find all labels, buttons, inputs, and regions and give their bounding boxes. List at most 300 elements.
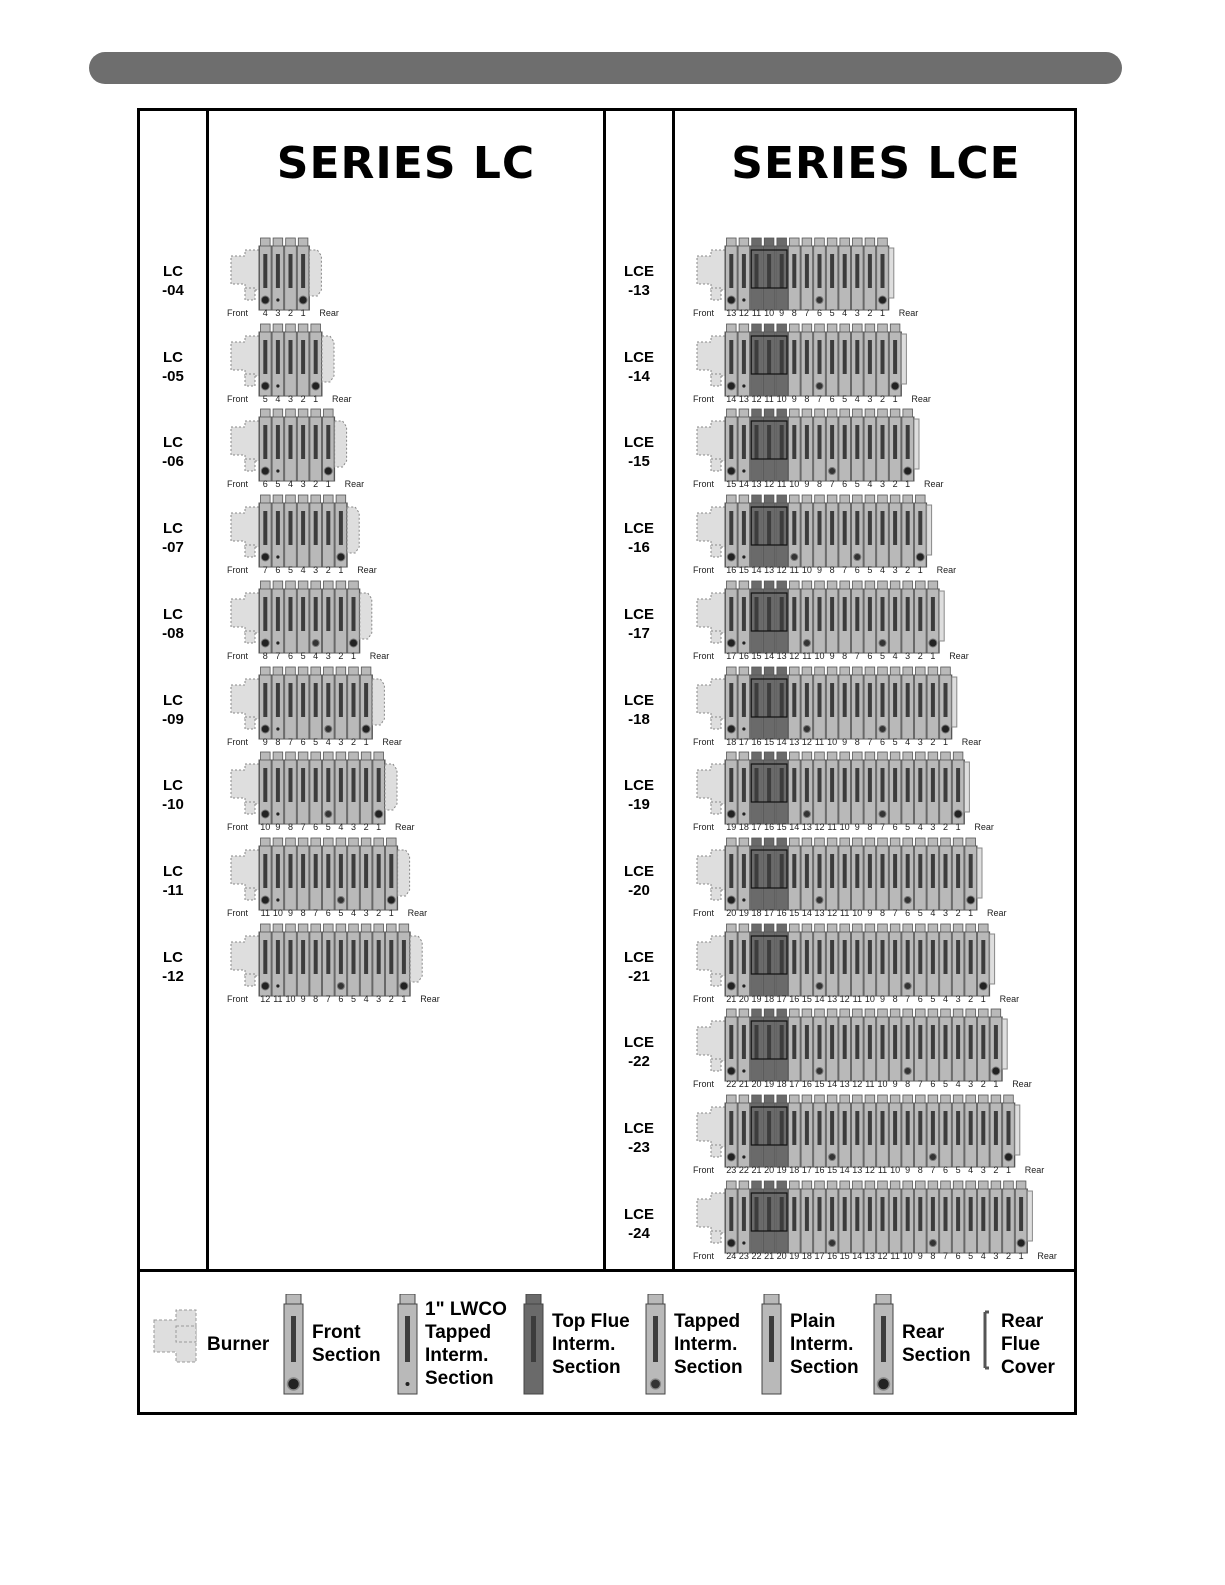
top-flue-section	[776, 495, 788, 567]
burner-stem	[711, 974, 721, 986]
front-label: Front	[227, 393, 249, 404]
section-number: 7	[287, 736, 294, 747]
section-number: 20	[726, 907, 737, 918]
burner-svg	[153, 1308, 199, 1370]
section-number: 2	[867, 308, 873, 318]
rear-section	[398, 924, 410, 996]
intermediate-section	[297, 752, 309, 824]
burner-icon	[697, 1107, 725, 1147]
intermediate-section	[889, 752, 901, 824]
boiler-diagram	[229, 924, 430, 1000]
section-number: 9	[816, 565, 823, 576]
rear-section	[360, 667, 372, 739]
boiler-diagram	[695, 924, 1010, 1000]
intermediate-section	[839, 1095, 851, 1167]
rear-section	[952, 752, 964, 824]
front-section	[726, 1009, 738, 1081]
boiler-svg	[229, 752, 405, 828]
burner-icon	[231, 764, 259, 804]
front-label: Front	[693, 308, 715, 318]
section-number: 5	[262, 393, 268, 404]
burner-icon	[697, 936, 725, 976]
intermediate-section	[323, 924, 335, 996]
burner-icon	[231, 679, 259, 719]
rear-flue-cover	[372, 679, 384, 725]
intermediate-section	[864, 238, 876, 310]
section-number: 6	[829, 393, 835, 404]
top-flue-section	[776, 924, 788, 996]
burner-icon	[697, 250, 725, 290]
intermediate-section	[310, 581, 322, 653]
section-number: 3	[275, 308, 281, 318]
front-label: Front	[693, 1250, 715, 1261]
intermediate-section	[738, 838, 750, 910]
intermediate-section	[864, 667, 876, 739]
intermediate-section	[801, 1181, 813, 1253]
section-number: 2	[300, 393, 306, 404]
rear-flue-cover	[309, 250, 321, 296]
rear-section	[297, 238, 309, 310]
intermediate-section	[839, 581, 851, 653]
intermediate-section	[348, 752, 360, 824]
intermediate-section	[877, 752, 889, 824]
intermediate-section	[927, 838, 939, 910]
section-number: 12	[852, 1079, 863, 1090]
intermediate-section	[310, 924, 322, 996]
intermediate-section	[789, 838, 801, 910]
section-number: 4	[867, 479, 873, 490]
section-number: 17	[751, 822, 762, 833]
intermediate-section	[902, 495, 914, 567]
intermediate-section	[852, 238, 864, 310]
rear-section	[940, 667, 952, 739]
burner-stem	[245, 888, 255, 900]
intermediate-section	[297, 495, 309, 567]
section-number: 8	[275, 736, 281, 747]
intermediate-section	[285, 495, 297, 567]
section-number: 12	[751, 393, 762, 404]
section-number: 8	[262, 650, 268, 661]
section-number: 11	[852, 993, 862, 1004]
section-number: 22	[726, 1079, 737, 1090]
burner-stem	[711, 288, 721, 300]
front-label: Front	[227, 822, 249, 833]
model-label: LCE -17	[624, 605, 654, 642]
section-number: 11	[751, 308, 762, 318]
intermediate-section	[826, 495, 838, 567]
rear-flue-cover-svg	[983, 1310, 993, 1370]
section-number: 12	[864, 1165, 875, 1175]
burner-icon	[153, 1308, 199, 1375]
intermediate-section	[864, 324, 876, 396]
top-flue-section	[776, 752, 788, 824]
front-section	[260, 838, 272, 910]
top-flue-svg	[523, 1294, 545, 1396]
section-number: 2	[1005, 1250, 1012, 1261]
section-number: 11	[260, 907, 270, 918]
front-section	[726, 752, 738, 824]
section-number: 6	[955, 1250, 961, 1261]
section-number: 5	[942, 1079, 949, 1090]
section-number: 19	[764, 1079, 775, 1090]
section-number: 6	[854, 565, 860, 576]
intermediate-section	[310, 752, 322, 824]
top-flue-section	[776, 1009, 788, 1081]
intermediate-section	[877, 924, 889, 996]
section-number: 20	[751, 1079, 762, 1090]
intermediate-section	[826, 238, 838, 310]
rear-label: Rear	[1024, 1165, 1045, 1175]
intermediate-section	[852, 495, 864, 567]
top-flue-section	[751, 752, 763, 824]
intermediate-section	[889, 1095, 901, 1167]
boiler-diagram	[229, 409, 355, 485]
rear-label: Rear	[1037, 1250, 1057, 1261]
intermediate-section	[360, 752, 372, 824]
rear-flue-cover	[322, 336, 334, 382]
section-number: 12	[764, 479, 775, 490]
intermediate-section	[902, 1095, 914, 1167]
rear-label: Rear	[911, 393, 931, 404]
section-number: 11	[840, 907, 850, 918]
intermediate-section	[323, 838, 335, 910]
legend-rear-section-label: Rear Section	[902, 1322, 971, 1366]
intermediate-section	[1003, 1181, 1015, 1253]
section-number: 13	[801, 822, 812, 833]
section-number: 11	[814, 736, 825, 747]
rear-label: Rear	[949, 650, 969, 661]
intermediate-section	[297, 667, 309, 739]
intermediate-section	[852, 409, 864, 481]
boiler-diagram	[695, 409, 934, 485]
section-number: 5	[275, 479, 281, 490]
intermediate-section	[738, 495, 750, 567]
section-number: 3	[287, 393, 294, 404]
burner-icon	[697, 850, 725, 890]
intermediate-section	[738, 409, 750, 481]
legend-burner-label: Burner	[207, 1334, 270, 1355]
plain-svg	[761, 1294, 783, 1396]
burner-icon	[697, 421, 725, 461]
section-number: 8	[313, 993, 319, 1004]
legend-rear-flue-cover-label: Rear Flue Cover	[1001, 1311, 1055, 1378]
section-number: 1	[930, 650, 936, 661]
top-flue-section	[763, 752, 775, 824]
intermediate-section	[952, 1181, 964, 1253]
front-label: Front	[693, 565, 715, 576]
intermediate-section	[272, 667, 284, 739]
intermediate-section	[839, 838, 851, 910]
intermediate-section	[789, 1095, 801, 1167]
boiler-diagram	[695, 238, 909, 314]
rear-label: Rear	[407, 907, 428, 918]
front-section	[726, 495, 738, 567]
section-number: 9	[917, 1250, 923, 1261]
section-number: 12	[776, 565, 787, 576]
section-number: 10	[272, 907, 283, 918]
intermediate-section	[915, 581, 927, 653]
intermediate-section	[297, 324, 309, 396]
section-number: 10	[789, 479, 800, 490]
intermediate-section	[839, 1009, 851, 1081]
top-flue-section	[763, 1095, 775, 1167]
intermediate-section	[826, 667, 838, 739]
intermediate-section	[952, 838, 964, 910]
intermediate-section	[826, 1095, 838, 1167]
section-number: 16	[751, 736, 762, 747]
front-label: Front	[693, 650, 715, 661]
section-number: 2	[388, 993, 394, 1004]
intermediate-section	[386, 924, 398, 996]
section-number: 5	[325, 822, 331, 833]
section-number: 4	[363, 993, 369, 1004]
model-label: LC -06	[162, 434, 184, 471]
intermediate-section	[864, 1009, 876, 1081]
section-number: 9	[804, 479, 810, 490]
section-number: 9	[905, 1165, 911, 1175]
intermediate-section	[889, 924, 901, 996]
section-number: 11	[764, 393, 774, 404]
section-number: 5	[842, 393, 848, 404]
intermediate-section	[965, 1009, 977, 1081]
intermediate-section	[915, 1181, 927, 1253]
top-flue-section	[776, 838, 788, 910]
top-flue-section	[751, 1009, 763, 1081]
intermediate-section	[801, 838, 813, 910]
section-number: 16	[801, 1079, 812, 1090]
section-number: 4	[942, 993, 949, 1004]
boiler-svg	[695, 924, 1010, 1000]
section-number: 4	[930, 907, 936, 918]
section-number: 13	[852, 1165, 863, 1175]
front-section	[726, 581, 738, 653]
rear-flue-cover	[901, 334, 906, 384]
front-section	[726, 324, 738, 396]
section-number: 21	[751, 1165, 762, 1175]
front-section	[260, 238, 272, 310]
boiler-diagram	[229, 667, 392, 743]
intermediate-section	[814, 581, 826, 653]
intermediate-section	[738, 667, 750, 739]
intermediate-section	[285, 581, 297, 653]
burner-icon	[697, 1193, 725, 1233]
section-number: 6	[338, 993, 344, 1004]
intermediate-section	[323, 752, 335, 824]
section-number: 1	[300, 308, 306, 318]
rear-flue-cover	[889, 248, 894, 298]
boiler-diagram	[229, 238, 329, 314]
rear-flue-cover	[927, 505, 932, 555]
section-number: 6	[816, 308, 823, 318]
top-flue-section	[763, 238, 775, 310]
boiler-svg	[229, 409, 355, 485]
section-number: 3	[993, 1250, 999, 1261]
intermediate-section	[826, 1009, 838, 1081]
section-number: 1	[388, 907, 394, 918]
section-number: 5	[854, 479, 860, 490]
front-section	[260, 409, 272, 481]
rear-section	[978, 924, 990, 996]
burner-stem	[711, 545, 721, 557]
section-number: 3	[854, 308, 860, 318]
intermediate-section	[826, 924, 838, 996]
section-number: 11	[865, 1079, 875, 1090]
section-number: 9	[791, 393, 797, 404]
intermediate-section	[348, 838, 360, 910]
rear-label: Rear	[382, 736, 402, 747]
section-number: 14	[801, 907, 812, 918]
intermediate-section	[952, 924, 964, 996]
rear-flue-cover	[360, 593, 372, 639]
section-number: 6	[287, 650, 294, 661]
section-number: 18	[776, 1079, 787, 1090]
rear-section	[1003, 1095, 1015, 1167]
intermediate-section	[864, 752, 876, 824]
intermediate-section	[323, 581, 335, 653]
intermediate-section	[285, 752, 297, 824]
boiler-svg	[695, 838, 997, 914]
intermediate-section	[826, 752, 838, 824]
boiler-diagram	[695, 1009, 1022, 1085]
section-number: 3	[313, 565, 319, 576]
intermediate-section	[839, 324, 851, 396]
boiler-diagram	[229, 838, 418, 914]
section-number: 5	[917, 907, 923, 918]
intermediate-section	[335, 667, 347, 739]
rear-label: Rear	[924, 479, 944, 490]
section-number: 2	[287, 308, 294, 318]
section-number: 6	[300, 736, 306, 747]
burner-stem	[711, 374, 721, 386]
boiler-body	[725, 846, 977, 910]
intermediate-section	[915, 1095, 927, 1167]
burner-stem	[711, 1231, 721, 1243]
boiler-svg	[229, 667, 392, 743]
top-flue-section-icon	[523, 1294, 545, 1401]
series-lc-title: SERIES LC	[276, 138, 536, 189]
section-number: 14	[852, 1250, 863, 1261]
section-number: 19	[738, 907, 749, 918]
intermediate-section	[915, 667, 927, 739]
intermediate-section	[738, 581, 750, 653]
section-number: 16	[764, 822, 775, 833]
front-section	[726, 667, 738, 739]
section-number: 17	[764, 907, 775, 918]
intermediate-section	[965, 924, 977, 996]
intermediate-section	[852, 581, 864, 653]
intermediate-section	[814, 838, 826, 910]
section-number: 14	[827, 1079, 838, 1090]
intermediate-section	[839, 238, 851, 310]
model-label: LC -07	[162, 520, 184, 557]
boiler-diagram	[695, 324, 921, 400]
intermediate-section	[789, 324, 801, 396]
boiler-svg	[695, 409, 934, 485]
section-number: 4	[854, 393, 860, 404]
top-flue-section	[751, 1095, 763, 1167]
section-number: 7	[325, 993, 331, 1004]
intermediate-section	[990, 1181, 1002, 1253]
front-label: Front	[693, 822, 715, 833]
intermediate-section	[940, 838, 952, 910]
intermediate-section	[373, 924, 385, 996]
section-number: 9	[779, 308, 785, 318]
section-number: 8	[930, 1250, 936, 1261]
front-section	[260, 581, 272, 653]
intermediate-section	[902, 1181, 914, 1253]
intermediate-section	[789, 581, 801, 653]
section-number: 8	[842, 650, 848, 661]
intermediate-section	[940, 1095, 952, 1167]
section-number: 2	[892, 479, 898, 490]
section-number: 7	[854, 650, 860, 661]
front-section	[726, 838, 738, 910]
boiler-svg	[695, 1009, 1022, 1085]
section-number: 4	[350, 907, 357, 918]
section-number: 7	[300, 822, 306, 833]
model-label: LC -12	[162, 948, 184, 985]
section-number: 14	[776, 736, 787, 747]
section-number: 10	[839, 822, 850, 833]
intermediate-section	[852, 324, 864, 396]
front-section	[726, 924, 738, 996]
section-number: 4	[275, 393, 281, 404]
burner-stem	[711, 802, 721, 814]
section-number: 16	[738, 650, 749, 661]
section-number: 9	[842, 736, 848, 747]
section-number: 1	[892, 393, 898, 404]
intermediate-section	[826, 838, 838, 910]
section-number: 1	[1018, 1250, 1024, 1261]
intermediate-section	[801, 324, 813, 396]
section-number: 7	[816, 393, 823, 404]
rear-label: Rear	[974, 822, 994, 833]
section-number: 1	[376, 822, 382, 833]
front-section	[726, 409, 738, 481]
section-number: 11	[890, 1250, 900, 1261]
intermediate-section	[738, 924, 750, 996]
section-number: 1	[968, 907, 974, 918]
section-number: 7	[905, 993, 911, 1004]
section-number: 17	[789, 1079, 800, 1090]
burner-icon	[231, 593, 259, 633]
section-number: 15	[764, 736, 775, 747]
rear-section	[348, 581, 360, 653]
burner-icon	[697, 764, 725, 804]
intermediate-section	[927, 924, 939, 996]
intermediate-section	[864, 495, 876, 567]
intermediate-section	[940, 1009, 952, 1081]
burner-icon	[231, 421, 259, 461]
boiler-diagram	[695, 495, 947, 571]
rear-flue-cover	[990, 934, 995, 984]
section-number: 11	[877, 1165, 888, 1175]
section-number: 5	[892, 736, 898, 747]
section-number: 4	[892, 650, 898, 661]
lwco-svg	[397, 1294, 419, 1396]
section-number: 7	[879, 822, 886, 833]
section-number: 8	[300, 907, 306, 918]
section-number: 17	[738, 736, 749, 747]
top-flue-section	[763, 409, 775, 481]
section-number: 14	[764, 650, 775, 661]
section-number: 10	[864, 993, 875, 1004]
burner-stem	[711, 631, 721, 643]
section-number: 9	[879, 993, 886, 1004]
model-label: LC -05	[162, 348, 184, 385]
top-flue-section	[776, 324, 788, 396]
burner-stem	[245, 459, 255, 471]
